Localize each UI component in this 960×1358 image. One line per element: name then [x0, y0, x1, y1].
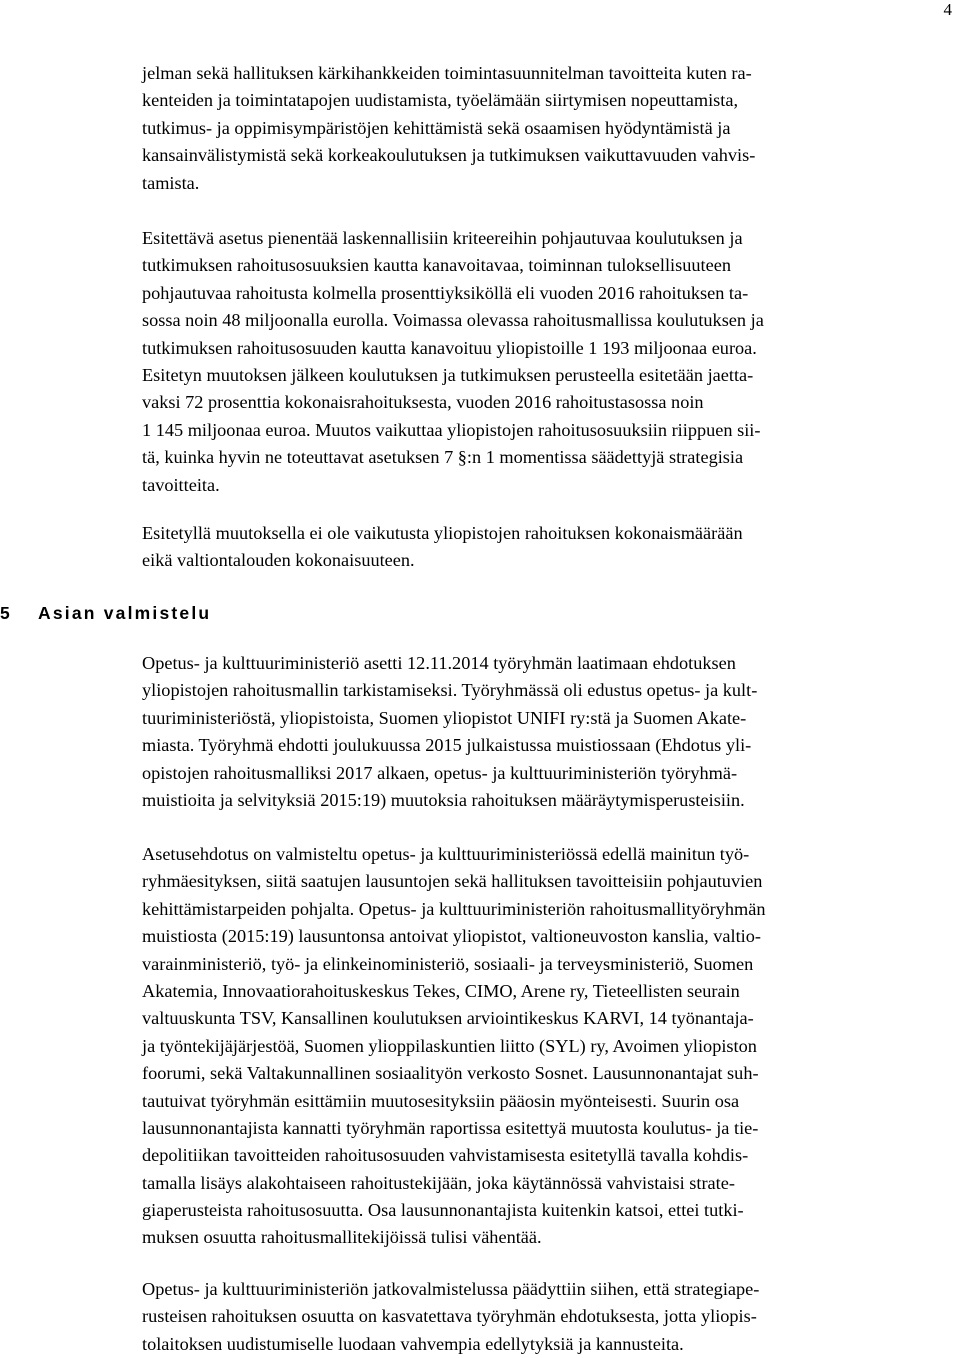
text-line: tamista. [142, 172, 200, 193]
text-line: Asetusehdotus on valmisteltu opetus- ja kulttuuriministeriössä edellä mainitun työ- [142, 844, 750, 864]
text-line: lausunnonantajista kannatti työryhmän raportissa esitettyä muutosta koulutus- ja tie- [142, 1117, 759, 1138]
text-line: eikä valtiontalouden kokonaisuuteen. [142, 550, 415, 571]
text-line: Esitetyllä muutoksella ei ole vaikutusta yliopistojen rahoituksen kokonaismäärään [142, 523, 743, 543]
text-line: tutkimus- ja oppimisympäristöjen kehittämistä sekä osaamisen hyödyntämistä ja [142, 117, 731, 138]
text-line: depolitiikan tavoitteiden rahoitusosuuden vahvistamisesta esitetyllä tavalla kohdis- [142, 1145, 749, 1166]
text-line: tutkimuksen rahoitusosuuksien kautta kanavoitavaa, toiminnan tuloksellisuuteen [142, 255, 731, 276]
paragraph-p1 [142, 60, 956, 197]
text-line: opistojen rahoitusmalliksi 2017 alkaen, opetus- ja kulttuuriministeriön työryhmä- [142, 762, 738, 783]
text-line: vaksi 72 prosenttia kokonaisrahoituksesta, vuoden 2016 rahoitustasossa noin [142, 392, 704, 413]
text-line: muksen osuutta rahoitusmallitekijöissä tulisi vähentää. [142, 1227, 542, 1248]
text-line: muistiosta (2015:19) lausuntonsa antoivat yliopistot, valtioneuvoston kanslia, valtio- [142, 926, 761, 947]
text-line: jelman sekä hallituksen kärkihankkeiden toimintasuunnitelman tavoitteita kuten ra- [142, 63, 752, 83]
text-line: kansainvälistymistä sekä korkeakoulutuksen ja tutkimuksen vaikuttavuuden vahvis- [142, 145, 756, 166]
text-line: tuuriministeriöstä, yliopistoista, Suomen yliopistot UNIFI ry:stä ja Suomen Akate- [142, 707, 747, 728]
text-line: Akatemia, Innovaatiorahoituskeskus Tekes, CIMO, Arene ry, Tieteellisten seurain [142, 980, 740, 1001]
text-line: sossa noin 48 miljoonalla eurolla. Voimassa olevassa rahoitusmallissa koulutuksen ja [142, 310, 764, 331]
text-line: foorumi, sekä Valtakunnallinen sosiaalityön verkosto Sosnet. Lausunnonantajat suh- [142, 1063, 759, 1084]
text-line: 1 145 miljoonaa euroa. Muutos vaikuttaa yliopistojen rahoitusosuuksiin riippuen sii- [142, 419, 761, 440]
paragraph-p6 [142, 1276, 956, 1358]
paragraph-p5 [142, 841, 956, 1252]
text-line: Esitettävä asetus pienentää laskennallisiin kriteereihin pohjautuvaa koulutuksen ja [142, 228, 743, 248]
text-line: varainministeriö, työ- ja elinkeinoministeriö, sosiaali- ja terveysministeriö, Suomen [142, 953, 754, 974]
section-heading [0, 600, 211, 626]
text-line: pohjautuvaa rahoitusta kolmella prosenttiyksiköllä eli vuoden 2016 rahoituksen ta- [142, 282, 749, 303]
text-line: muistioita ja selvityksiä 2015:19) muutoksia rahoituksen määräytymisperusteisiin. [142, 789, 745, 810]
text-line: ja työntekijäjärjestöä, Suomen ylioppilaskuntien liitto (SYL) ry, Avoimen yliopiston [142, 1035, 757, 1056]
text-line: giaperusteista rahoitusosuutta. Osa lausunnonantajista kuitenkin katsoi, ettei tutki- [142, 1200, 744, 1221]
text-line: kenteiden ja toimintatapojen uudistamista, työelämään siirtymisen nopeuttamista, [142, 90, 739, 111]
text-line: tutkimuksen rahoitusosuuden kautta kanavoituu yliopistoille 1 193 miljoonaa euroa. [142, 337, 757, 358]
text-line: miasta. Työryhmä ehdotti joulukuussa 2015 julkaistussa muistiossaan (Ehdotus yli- [142, 735, 752, 756]
paragraph-p4 [142, 650, 956, 814]
text-line: Opetus- ja kulttuuriministeriön jatkovalmistelussa päädyttiin siihen, että strategiape- [142, 1279, 760, 1299]
text-line: tolaitoksen uudistumiselle luodaan vahvempia edellytyksiä ja kannusteita. [142, 1333, 684, 1354]
text-line: tamalla lisäys alakohtaiseen rahoitustekijään, joka käytännössä vahvistaisi strate- [142, 1172, 735, 1193]
text-line: Esitetyn muutoksen jälkeen koulutuksen ja tutkimuksen perusteella esitetään jaetta- [142, 364, 754, 385]
section-title: Asian valmistelu [38, 603, 212, 623]
text-line: valtuuskunta TSV, Kansallinen koulutuksen arviointikeskus KARVI, 14 työnantaja- [142, 1008, 754, 1029]
text-line: tä, kuinka hyvin ne toteuttavat asetuksen 7 §:n 1 momentissa säädettyjä strategisia [142, 447, 744, 468]
paragraph-p3 [142, 520, 956, 575]
text-line: tautuivat työryhmän esittämiin muutosesityksiin pääosin myönteisesti. Suurin osa [142, 1090, 740, 1111]
section-number: 5 [0, 603, 10, 623]
text-line: ryhmäesityksen, siitä saatujen lausuntojen sekä hallituksen tavoitteisiin pohjautuvien [142, 871, 763, 892]
page-number: 4 [943, 0, 952, 19]
text-line: yliopistojen rahoitusmallin tarkistamiseksi. Työryhmässä oli edustus opetus- ja kult- [142, 680, 758, 701]
text-line: kehittämistarpeiden pohjalta. Opetus- ja kulttuuriministeriön rahoitusmallityöryhmän [142, 898, 766, 919]
text-line: Opetus- ja kulttuuriministeriö asetti 12.11.2014 työryhmän laatimaan ehdotuksen [142, 653, 736, 673]
paragraph-p2 [142, 225, 956, 499]
text-line: rusteisen rahoituksen osuutta on kasvatettava työryhmän ehdotuksesta, jotta yliopis- [142, 1306, 757, 1327]
text-line: tavoitteita. [142, 474, 220, 495]
